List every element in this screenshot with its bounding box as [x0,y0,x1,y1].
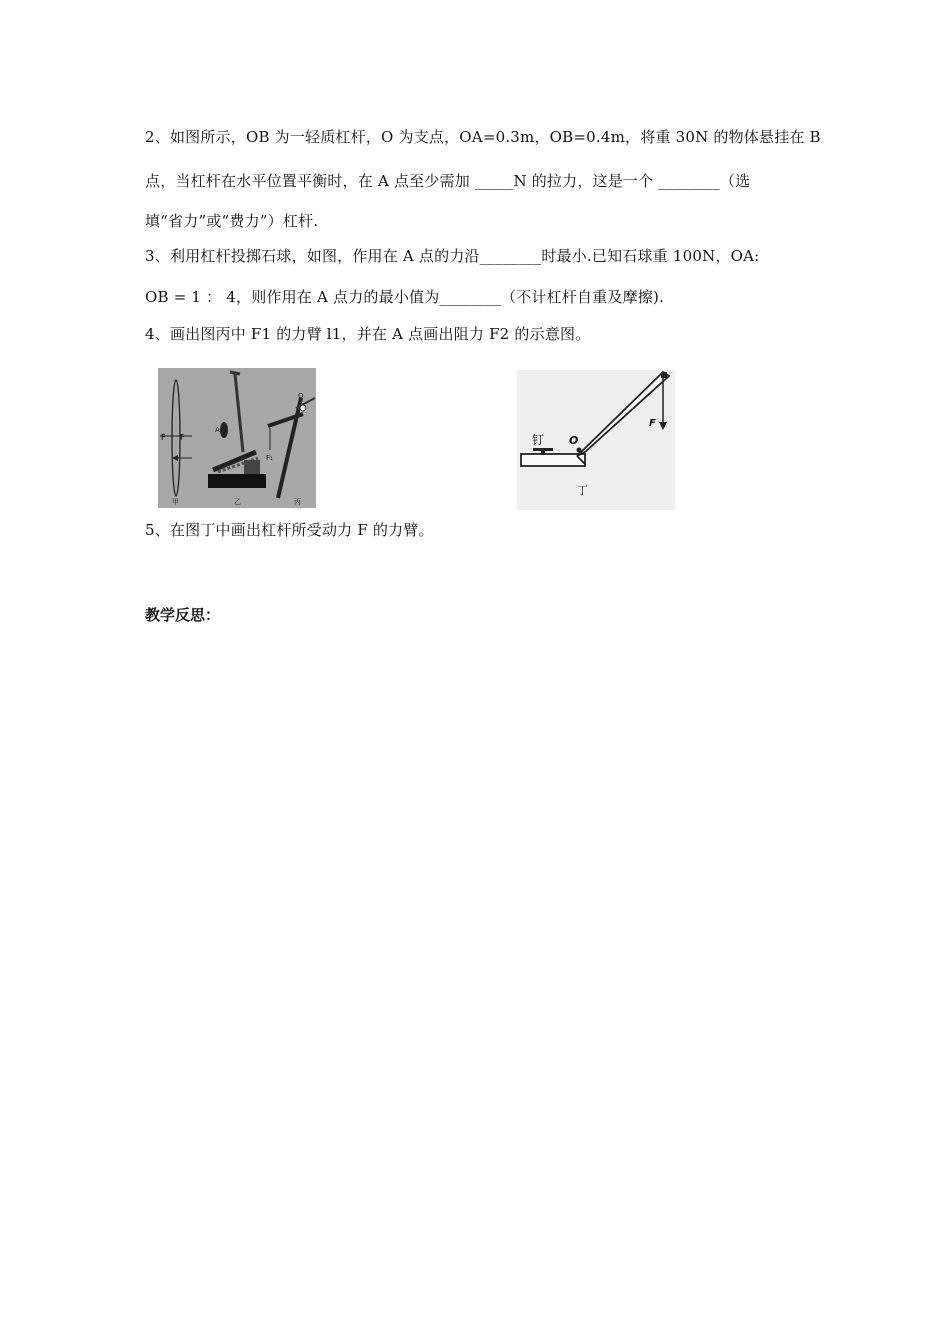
question-3-line-2: OB = 1 ： 4，则作用在 A 点力的最小值为________（不计杠杆自重及摩擦). [145,288,665,306]
question-2-line-3: 填“省力”或“费力”）杠杆. [145,212,319,230]
question-3-line-1: 3、利用杠杆投掷石球，如图，作用在 A 点的力沿________时最小.已知石球重 100N，OA: [145,247,760,265]
fig-left-label-f1: F [161,433,166,442]
fig-ding-label-nail: 钉 [532,433,545,447]
fig-ding-label-f: F [649,418,656,429]
fig-caption-bing: 丙 [294,498,301,506]
question-2-line-1: 2、如图所示，OB 为一轻质杠杆，O 为支点，OA=0.3m，OB=0.4m，将重 30N 的物体悬挂在 B [145,128,821,146]
question-2-line-2: 点，当杠杆在水平位置平衡时，在 A 点至少需加 _____N 的拉力，这是一个 ________（选 [145,172,751,190]
figure-jia-yi-bing [158,368,316,508]
fig-left-label-a: A [215,426,220,434]
fig-left-label-f2: F [180,433,185,442]
question-5-line-1: 5、在图丁中画出杠杆所受动力 F 的力臂。 [145,521,434,539]
fig-left-label-o: O [298,392,304,400]
fig-ding-caption: 丁 [577,484,588,497]
figure-ding [517,370,675,510]
fig-caption-yi: 乙 [234,498,241,506]
fig-caption-jia: 甲 [172,498,179,506]
reflection-heading: 教学反思： [145,606,221,624]
fig-left-label-f1-bing: F₁ [266,454,273,462]
fig-ding-label-o: O [569,434,579,447]
question-4-line-1: 4、画出图丙中 F1 的力臂 l1，并在 A 点画出阻力 F2 的示意图。 [145,325,591,343]
